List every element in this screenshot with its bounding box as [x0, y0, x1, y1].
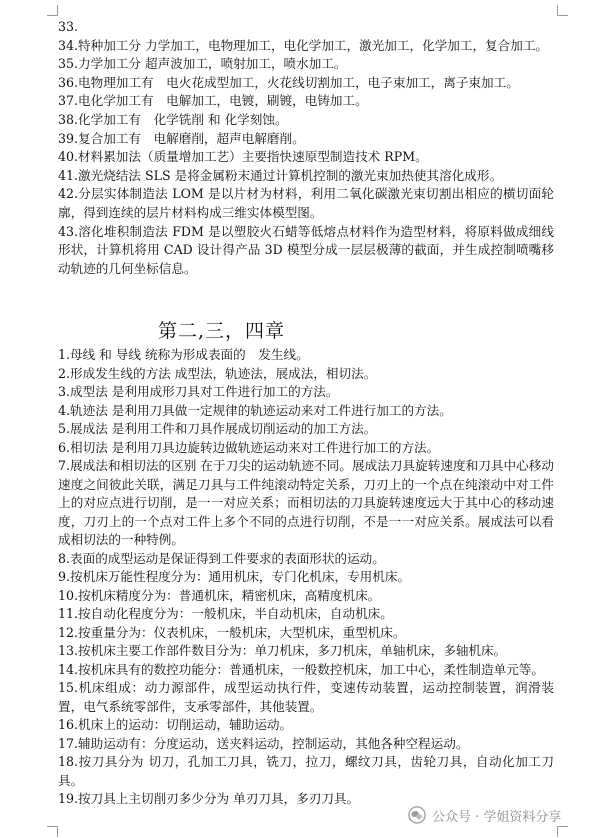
list-item: 5.展成法 是利用工件和刀具作展成切削运动的加工方法。: [58, 421, 377, 436]
corner-mark-top-right: [557, 5, 568, 16]
list-item: 15.机床组成：动力源部件，成型运动执行件，变速传动装置，运动控制装置，润滑装置，电气系统零部件，支承零部件，其他装置。: [58, 680, 554, 714]
list-item: 18.按刀具分为 切刀，孔加工刀具，铣刀，拉刀，螺纹刀具，齿轮刀具，自动化加工刀具。: [58, 754, 554, 788]
list-item: 33.: [58, 19, 79, 34]
text-block-chapters-2-4: [58, 346, 554, 809]
watermark-text: 公众号 · 学姐资料分享: [432, 809, 562, 825]
list-item: 3.成型法 是利用成形刀具对工件进行加工的方法。: [58, 384, 339, 399]
list-item: 35.力学加工分 超声波加工，喷射加工，喷水加工。: [58, 56, 347, 72]
list-item: 36.电物理加工有 电火花成型加工，火花线切割加工，电子束加工，离子束加工。: [58, 74, 519, 90]
list-item: 12.按重量分为：仪表机床，一般机床，大型机床，重型机床。: [58, 624, 406, 640]
list-item: 38.化学加工有 化学铣削 和 化学刻蚀。: [58, 111, 288, 127]
list-item: 10.按机床精度分为：普通机床，精密机床，高精度机床。: [58, 587, 381, 603]
list-item: 13.按机床主要工作部件数目分为：单刀机床，多刀机床，单轴机床，多轴机床。: [58, 643, 507, 658]
list-item: 14.按机床具有的数控功能分：普通机床，一般数控机床，加工中心，柔性制造单元等。: [58, 661, 544, 677]
corner-mark-top-left: [47, 5, 58, 16]
list-item: 34.特种加工分 力学加工，电物理加工，电化学加工，激光加工，化学加工，复合加工。: [58, 37, 549, 53]
list-item: 43.溶化堆积制造法 FDM 是以塑胶火石蜡等低熔点材料作为造型材料，将原料做成细线形状，计算机将用 CAD 设计得产品 3D 模型分成一层层极薄的截面，并生成控制喷嘴移动轨迹的几何坐标信息。: [58, 223, 554, 276]
text-block-special-machining: [58, 18, 554, 278]
list-item: 8.表面的成型运动是保证得到工件要求的表面形状的运动。: [58, 550, 385, 566]
list-item: 41.激光烧结法 SLS 是将金属粉末通过计算机控制的激光束加热使其溶化成形。: [58, 167, 503, 183]
corner-mark-bottom-left: [47, 826, 58, 837]
list-item: 2.形成发生线的方法 成型法，轨迹法，展成法，相切法。: [58, 365, 377, 381]
list-item: 16.机床上的运动：切削运动，辅助运动。: [58, 717, 293, 732]
list-item: 11.按自动化程度分为：一般机床，半自动机床，自动机床。: [58, 606, 393, 621]
list-item: 7.展成法和相切法的区别 在于刀尖的运动轨迹不同。展成法刀具旋转速度和刀具中心移动速度之间彼此关联，满足刀具与工件纯滚动特定关系，刀刃上的一个点在纯滚动中对工件上的对应点进行切削，是一一对应关系；而相切法的刀具旋转速度远大于其中心的移动速度，刀刃上的一个点对工件上多个不同的点进行切削，不是一一对应关系。展成法可以看成相切法的一种特例。: [58, 458, 554, 547]
list-item: 40.材料累加法（质量增加工艺）主要指快速原型制造技术 RPM。: [58, 149, 428, 165]
chapter-heading: 第二,三，四章: [158, 320, 286, 342]
list-item: 39.复合加工有 电解磨削，超声电解磨削。: [58, 130, 305, 146]
list-item: 1.母线 和 导线 统称为形成表面的 发生线。: [58, 347, 309, 362]
list-item: 9.按机床万能性程度分为：通用机床，专门化机床，专用机床。: [58, 569, 411, 584]
list-item: 42.分层实体制造法 LOM 是以片材为材料，利用二氧化碳激光束切割出相应的横切面轮廓，得到连续的层片材料构成三维实体模型图。: [58, 186, 554, 220]
list-item: 4.轨迹法 是利用刀具做一定规律的轨迹运动来对工件进行加工的方法。: [58, 402, 452, 418]
list-item: 17.辅助运动有：分度运动，送夹料运动，控制运动，其他各种空程运动。: [58, 735, 469, 751]
wechat-icon: [408, 806, 426, 824]
list-item: 19.按刀具上主切削刃多少分为 单刃刀具，多刃刀具。: [58, 791, 360, 806]
watermark: [408, 804, 561, 826]
list-item: 6.相切法 是利用刀具边旋转边做轨迹运动来对工件进行加工的方法。: [58, 439, 440, 455]
list-item: 37.电化学加工有 电解加工，电镀，刷镀，电铸加工。: [58, 93, 368, 109]
corner-mark-bottom-right: [557, 826, 568, 837]
